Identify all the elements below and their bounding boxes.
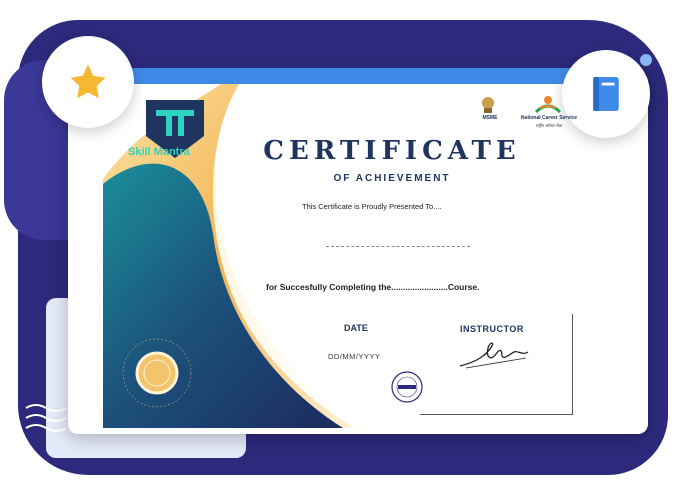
recipient-name-line	[326, 246, 470, 247]
ncs-logo-text: National Career Service	[520, 115, 578, 121]
course-completion-text: for Succesfully Completing the........................Course.	[266, 282, 480, 292]
decorative-dot	[640, 54, 652, 66]
msme-logo-text: MSME	[482, 115, 498, 121]
date-label: DATE	[344, 323, 368, 333]
signature-icon	[456, 336, 536, 372]
presented-to-text: This Certificate is Proudly Presented To....	[302, 202, 442, 211]
achievement-seal-icon	[112, 328, 202, 418]
official-stamp-icon	[390, 370, 424, 404]
ncs-logo-subtext: राष्ट्रीय करियर सेवा	[535, 123, 563, 128]
date-value: DD/MM/YYYY	[328, 352, 381, 361]
brand-name: Skill Mantra	[128, 146, 190, 158]
frame-top-bar	[108, 68, 628, 84]
msme-emblem-icon	[470, 94, 506, 130]
star-badge	[42, 36, 134, 128]
star-icon	[67, 61, 109, 103]
instructor-label: INSTRUCTOR	[460, 324, 524, 334]
certificate-title: CERTIFICATE	[263, 136, 521, 166]
certificate-subtitle: OF ACHIEVEMENT	[333, 173, 451, 184]
book-icon	[589, 74, 623, 114]
